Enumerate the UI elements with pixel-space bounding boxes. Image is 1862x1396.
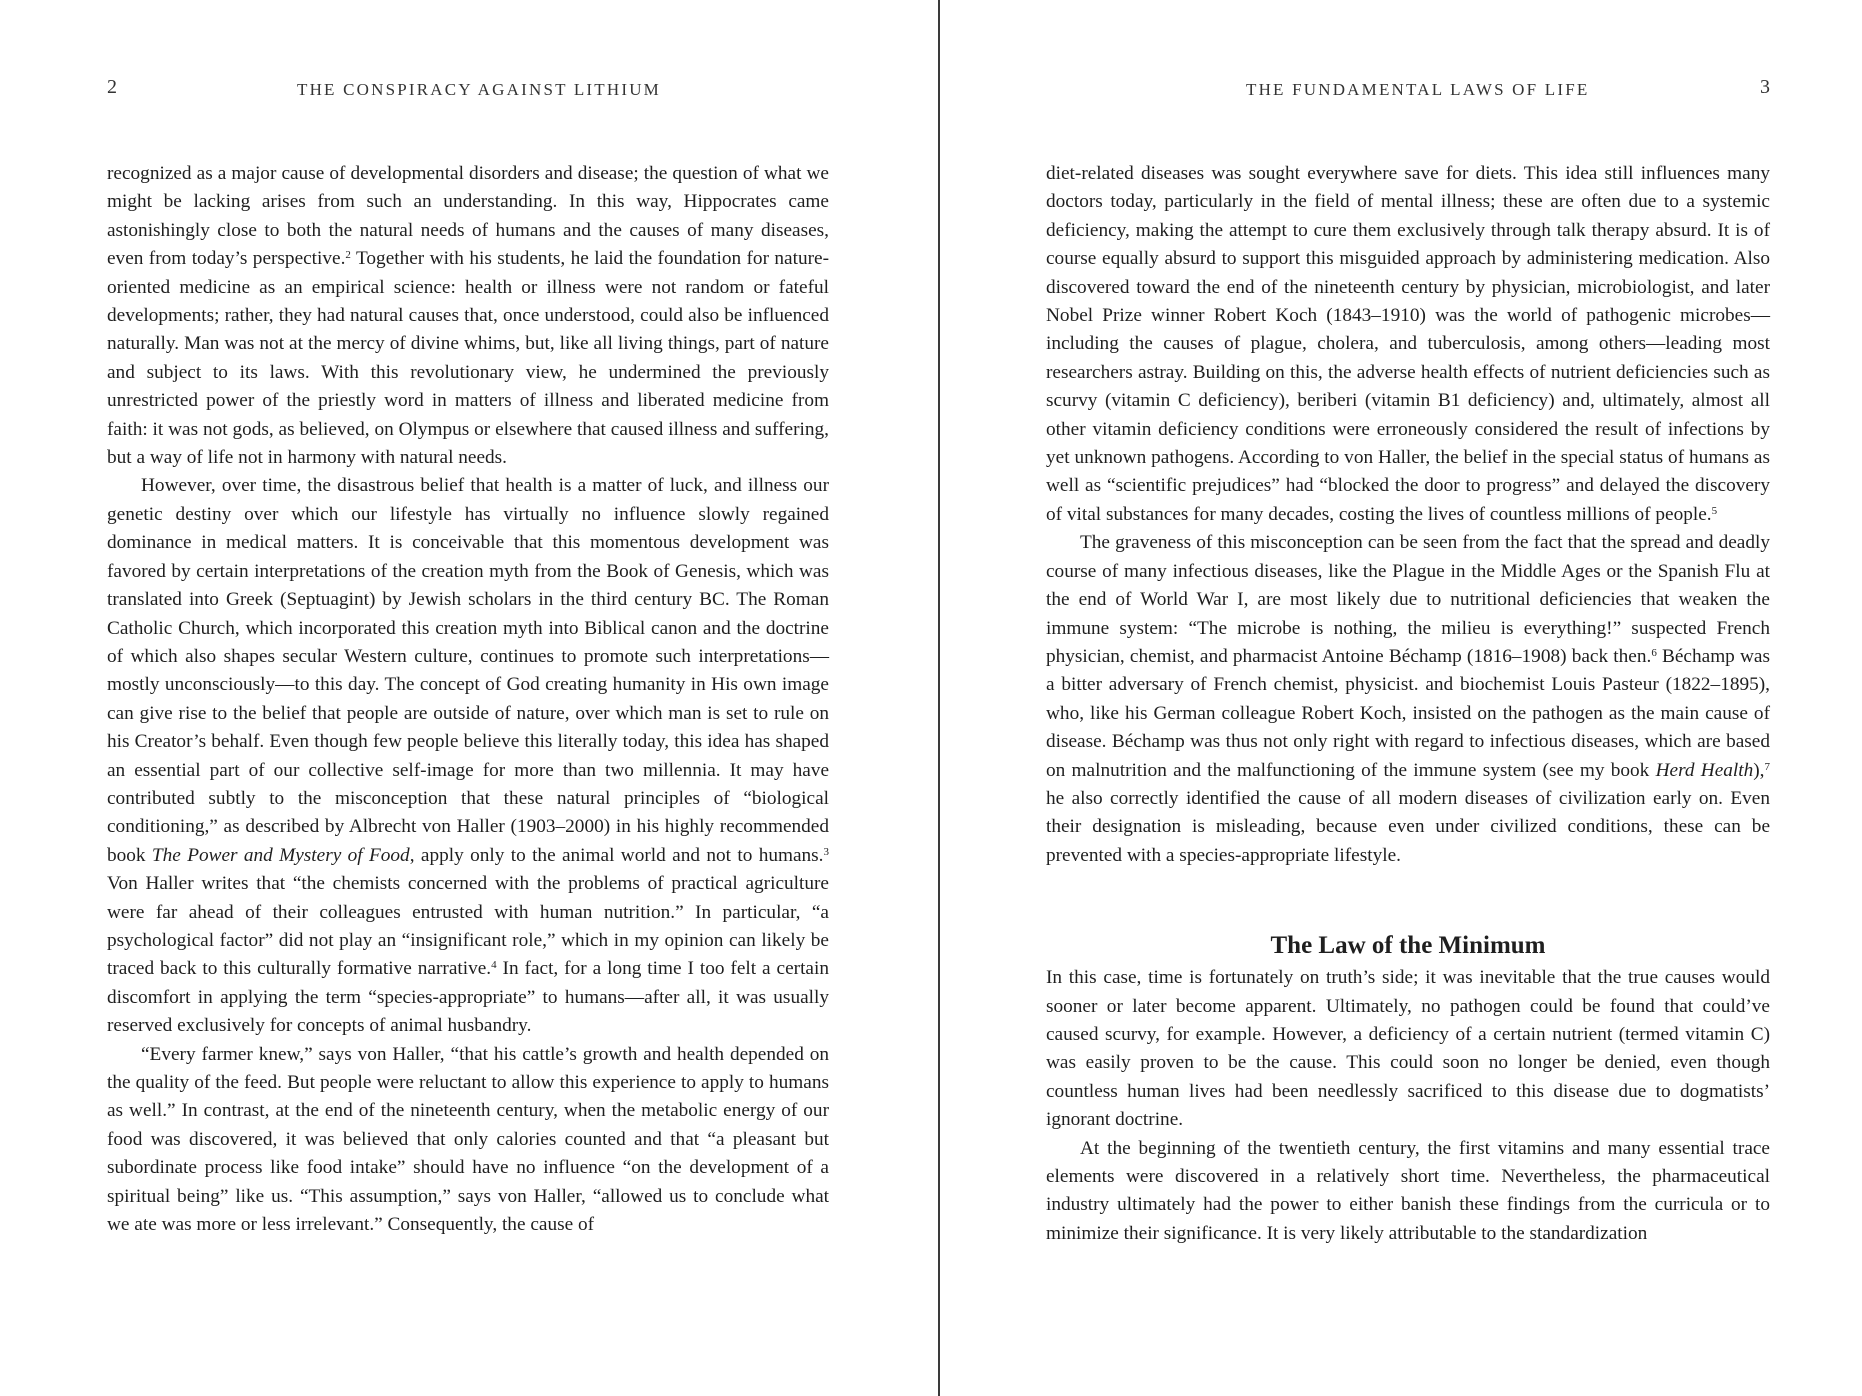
book-title: The Power and Mystery of Food bbox=[151, 844, 410, 866]
footnote-ref: 2 bbox=[345, 249, 351, 262]
footnote-ref: 7 bbox=[1764, 760, 1770, 773]
paragraph: In this case, time is fortunately on truth’s side; it was inevitable that the true causes would sooner or later become apparent. Ultimately, no pathogen could be found that could’ve caused scurvy, for example. However, a deficiency of a certain nutrient (termed vitamin C) was easily proven to be the cause. This could soon no longer be denied, even though countless human lives had been needlessly sacrificed to this disease due to dogmatists’ ignorant doctrine. bbox=[1046, 967, 1770, 1131]
paragraph: The graveness of this misconception can be seen from the fact that the spread and deadly course of many infectious diseases, like the Plague in the Middle Ages or the Spanish Flu at the end of World War I, are most likely due to nutritional deficiencies that weaken the immune system: “The microbe is nothing, the milieu is everything!” suspected French physician, chemist, and pharmacist Antoine Béchamp (1816–1908) back then.$^6$ Béchamp was a bitter adversary of French chemist, physicist. and biochemist Louis Pasteur (1822–1895), who, like his German colleague Robert Koch, insisted on the pathogen as the main cause of disease. Béchamp was thus not only right with regard to infectious diseases, which are based on malnutrition and the malfunctioning of the immune system (see my book Herd Health),$^7$ he also correctly identified the cause of all modern diseases of civilization early on. Even their designation is misleading, because even under civilized conditions, these can be prevented with a species-appropriate lifestyle. bbox=[1046, 532, 1770, 866]
paragraph: However, over time, the disastrous belief that health is a matter of luck, and illness our genetic destiny over which our lifestyle has virtually no influence slowly regained dominance in medical matters. It is conceivable that this momentous development was favored by certain interpretations of the creation myth from the Book of Genesis, which was translated into Greek (Septuagint) by Jewish scholars in the third century BC. The Roman Catholic Church, which incorporated this creation myth into Biblical canon and the doctrine of which also shapes secular Western culture, continues to promote such interpretations—mostly unconsciously—to this day. The concept of God creating humanity in His own image can give rise to the belief that people are outside of nature, over which man is set to rule on his Creator’s behalf. Even though few people believe this literally today, this idea has shaped an essential part of our collective self-image for more than two millennia. It may have contributed subtly to the misconception that these natural principles of “biological conditioning,” as described by Albrecht von Haller (1903–2000) in his highly recommended book The Power and Mystery of Food, apply only to the animal world and not to humans.$^3$ Von Haller writes that “the chemists concerned with the problems of practical agriculture were far ahead of their colleagues entrusted with human nutrition.” In particular, “a psychological factor” did not play an “insignificant role,” which in my opinion can likely be traced back to this culturally formative narrative.$^4$ In fact, for a long time I too felt a certain discomfort in applying the term “species-appropriate” to humans—after all, it was usually reserved exclusively for concepts of animal husbandry. bbox=[107, 475, 829, 1037]
left-running-head bbox=[107, 76, 829, 110]
footnote-ref: 3 bbox=[823, 845, 829, 858]
paragraph: “Every farmer knew,” says von Haller, “that his cattle’s growth and health depended on the quality of the feed. But people were reluctant to allow this experience to apply to humans as well.” In contrast, at the end of the nineteenth century, when the metabolic energy of our food was discovered, it was believed that only calories counted and that “a pleasant but subordinate process like food intake” should have no influence “on the development of a spiritual being” like us. “This assumption,” says von Haller, “allowed us to conclude what we ate was more or less irrelevant.” Consequently, the cause of bbox=[107, 1043, 829, 1236]
right-body-text bbox=[1046, 160, 1770, 1248]
page-number: 3 bbox=[1760, 76, 1770, 98]
section-heading: The Law of the Minimum bbox=[1270, 932, 1546, 960]
left-body-text bbox=[107, 160, 829, 1239]
paragraph: diet-related diseases was sought everywhere save for diets. This idea still influences many doctors today, particularly in the field of mental illness; these are often due to a systemic deficiency, making the attempt to cure them exclusively through talk therapy absurd. It is of course equally absurd to support this misguided approach by administering medication. Also discovered toward the end of the nineteenth century by physician, microbiologist, and later Nobel Prize winner Robert Koch (1843–1910) was the world of pathogenic microbes—including the causes of plague, cholera, and tuberculosis, among others—leading most researchers astray. Building on this, the adverse health effects of nutrient deficiencies such as scurvy (vitamin C deficiency), beriberi (vitamin B1 deficiency) and, ultimately, almost all other vitamin deficiency conditions were erroneously considered the result of infections by yet unknown pathogens. According to von Haller, the belief in the special status of humans as well as “scientific prejudices” had “blocked the door to progress” and delayed the discovery of vital substances for many decades, costing the lives of countless millions of people.$^5$ bbox=[1046, 163, 1770, 525]
running-head-title: THE CONSPIRACY AGAINST LITHIUM bbox=[297, 80, 661, 99]
right-running-head bbox=[1046, 76, 1770, 110]
book-title: Herd Health bbox=[1655, 759, 1754, 781]
left-page bbox=[107, 0, 829, 1396]
page-gutter-divider bbox=[938, 0, 940, 1396]
paragraph: At the beginning of the twentieth century, the first vitamins and many essential trace elements were discovered in a relatively short time. Nevertheless, the pharmaceutical industry ultimately had the power to either banish these findings from the curricula or to minimize their significance. It is very likely attributable to the standardization bbox=[1046, 1137, 1770, 1244]
footnote-ref: 6 bbox=[1651, 646, 1657, 659]
right-page bbox=[1046, 0, 1770, 1396]
footnote-ref: 4 bbox=[491, 959, 497, 972]
running-head-title: THE FUNDAMENTAL LAWS OF LIFE bbox=[1246, 80, 1590, 99]
page-number: 2 bbox=[107, 76, 117, 98]
footnote-ref: 5 bbox=[1711, 504, 1718, 517]
paragraph: recognized as a major cause of developmental disorders and disease; the question of what we might be lacking arises from such an understanding. In this way, Hippocrates came astonishingly close to both the natural needs of humans and the causes of many diseases, even from today’s perspective.$^2$ Together with his students, he laid the foundation for nature-oriented medicine as an empirical science: health or illness were not random or fateful developments; rather, they had natural causes that, once understood, could also be influenced naturally. Man was not at the mercy of divine whims, but, like all living things, part of nature and subject to its laws. With this revolutionary view, he undermined the previously unrestricted power of the priestly word in matters of illness and liberated medicine from faith: it was not gods, as believed, on Olympus or elsewhere that caused illness and suffering, but a way of life not in harmony with natural needs. bbox=[107, 163, 829, 469]
